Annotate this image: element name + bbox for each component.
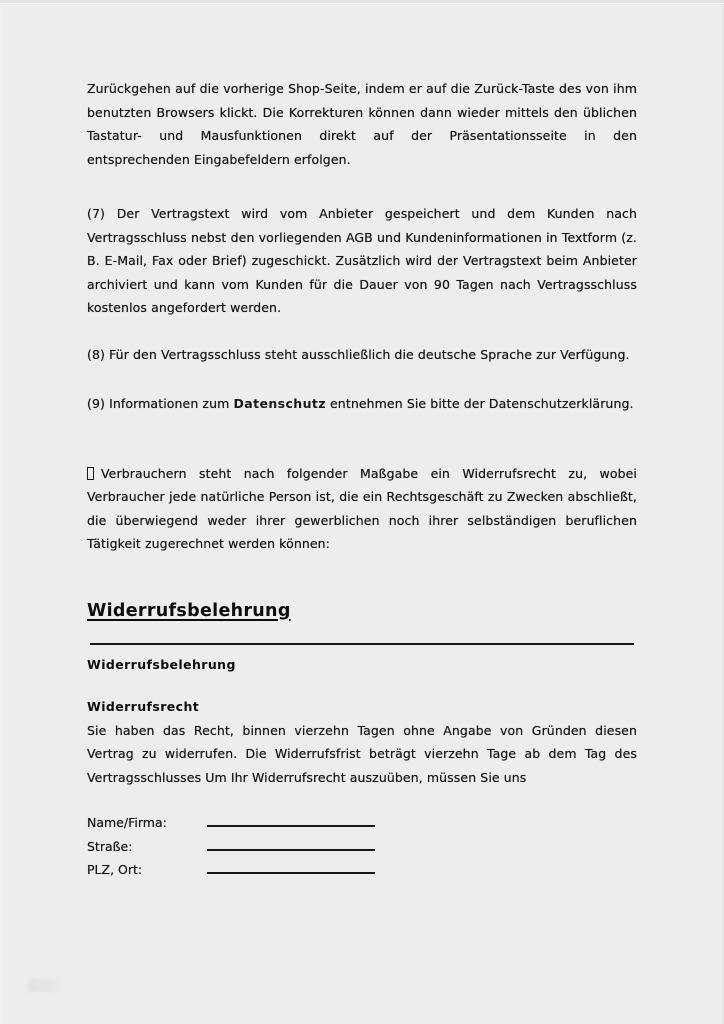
widerrufsrecht-body: Sie haben das Recht, binnen vierzehn Tagen ohne Angabe von Gründen diesen Vertrag zu widerrufen. Die Widerrufsfrist beträgt vierzehn Tage ab dem Tag des Vertragsschlusses Um Ihr Widerrufsrecht auszuüben, müssen Sie uns <box>87 722 637 785</box>
field-row-name-firma <box>87 811 637 835</box>
document-content <box>87 3 637 882</box>
paragraph-consumer-text: Verbrauchern steht nach folgender Maßgabe ein Widerrufsrecht zu, wobei Verbraucher jede natürliche Person ist, die ein Rechtsgeschäft zu Zwecken abschließt, die überwiegend weder ihrer gewerblichen noch ihrer selbständigen beruflichen Tätigkeit zugerechnet werden können: <box>87 465 637 551</box>
faint-corner-watermark <box>28 979 66 992</box>
separator-line <box>90 643 634 645</box>
field-blank-line-strasse <box>207 835 375 851</box>
paragraph-9-prefix: (9) Informationen zum <box>87 396 234 411</box>
widerrufsbelehrung-subheading: Widerrufsbelehrung <box>87 656 236 672</box>
field-blank-line-plz-ort <box>207 858 375 874</box>
missing-glyph-box-icon <box>87 467 94 480</box>
field-label-strasse: Straße: <box>87 838 133 854</box>
field-row-plz-ort <box>87 858 637 882</box>
paragraph-9-suffix: entnehmen Sie bitte der Datenschutzerklärung. <box>325 396 634 411</box>
datenschutz-bold-term: Datenschutz <box>233 396 326 411</box>
field-blank-line-name-firma <box>207 811 375 827</box>
paragraph-consumer-withdrawal <box>87 462 637 556</box>
widerrufsrecht-title: Widerrufsrecht <box>87 699 200 714</box>
address-form-fields <box>87 811 637 882</box>
paragraph-8-language: (8) Für den Vertragsschluss steht ausschließlich die deutsche Sprache zur Verfügung. <box>87 346 630 362</box>
paragraph-7-contract-text: (7) Der Vertragstext wird vom Anbieter gespeichert und dem Kunden nach Vertragsschluss nebst den vorliegenden AGB und Kundeninformationen in Textform (z. B. E-Mail, Fax oder Brief) zugeschickt. Zusätzlich wird der Vertragstext beim Anbieter archiviert und kann vom Kunden für die Dauer von 90 Tagen nach Vertragsschluss kostenlos angefordert werden. <box>87 206 637 315</box>
paragraph-shop-navigation: Zurückgehen auf die vorherige Shop-Seite, indem er auf die Zurück-Taste des von ihm benutzten Browsers klickt. Die Korrekturen können dann wieder mittels den üblichen Tastatur- und Mausfunktionen direkt auf der Präsentationsseite in den entsprechenden Eingabefeldern erfolgen. <box>87 81 637 167</box>
field-label-plz-ort: PLZ, Ort: <box>87 862 143 877</box>
field-row-strasse <box>87 835 637 859</box>
paragraph-9-privacy <box>87 392 637 416</box>
widerrufsbelehrung-heading: Widerrufsbelehrung <box>87 600 291 621</box>
field-label-name-firma: Name/Firma: <box>87 815 167 830</box>
